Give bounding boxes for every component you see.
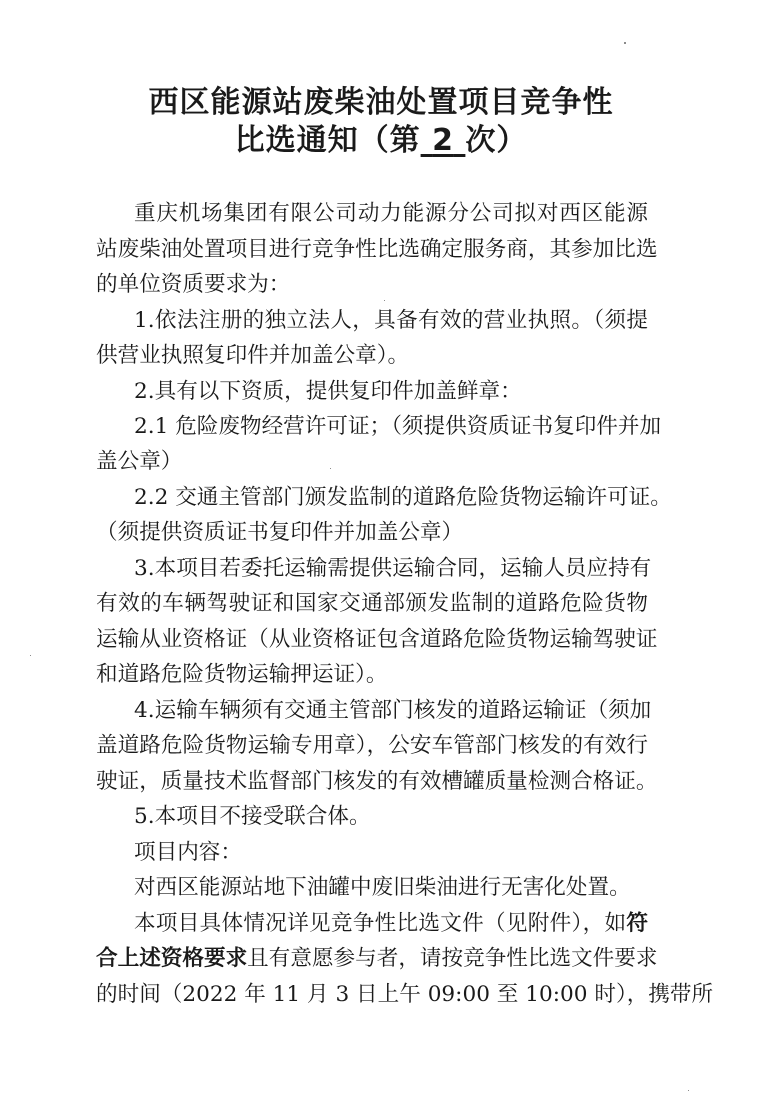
- title-prefix: 比选通知（第: [234, 123, 421, 158]
- body-line: 的单位资质要求为：: [96, 272, 291, 297]
- body-line: 运输从业资格证（从业资格证包含道路危险货物运输驾驶证: [96, 627, 658, 652]
- body-line: 站废柴油处置项目进行竞争性比选确定服务商，其参加比选: [96, 237, 658, 262]
- body-line: 2.具有以下资质，提供复印件加盖鲜章：: [134, 379, 522, 404]
- body-line: 4.运输车辆须有交通主管部门核发的道路运输证（须加: [134, 698, 652, 723]
- body-line: （须提供资质证书复印件并加盖公章）: [96, 520, 464, 545]
- body-line: 重庆机场集团有限公司动力能源分公司拟对西区能源: [134, 201, 648, 226]
- body-line: 项目内容：: [134, 840, 242, 865]
- document-title-line1: 西区能源站废柴油处置项目竞争性: [148, 85, 614, 120]
- body-line: 2.1 危险废物经营许可证；（须提供资质证书复印件并加: [134, 414, 662, 439]
- scan-speck: [330, 468, 331, 469]
- notice-round-number: 2: [432, 123, 454, 158]
- body-line: 3.本项目若委托运输需提供运输合同，运输人员应持有: [134, 556, 652, 581]
- scan-speck: [30, 655, 31, 656]
- title-suffix: 次）: [465, 123, 528, 158]
- body-line: 的时间（2022 年 11 月 3 日上午 09:00 至 10:00 时），携带所: [96, 982, 714, 1007]
- body-line: 和道路危险货物运输押运证）。: [96, 662, 388, 687]
- body-line: 盖公章）: [96, 449, 183, 474]
- body-line: 2.2 交通主管部门颁发监制的道路危险货物运输许可证。: [134, 485, 672, 510]
- scan-speck: [688, 1090, 689, 1091]
- body-line: 驶证，质量技术监督部门核发的有效槽罐质量检测合格证。: [96, 769, 658, 794]
- body-line: 5.本项目不接受联合体。: [134, 804, 371, 829]
- body-line: 合上述资格要求且有意愿参与者，请按竞争性比选文件要求: [96, 946, 658, 971]
- body-line: 供营业执照复印件并加盖公章）。: [96, 343, 410, 368]
- body-line: 1.依法注册的独立法人，具备有效的营业执照。（须提: [134, 308, 648, 333]
- body-line: 本项目具体情况详见竞争性比选文件（见附件），如符: [134, 911, 648, 936]
- document-title-line2: [0, 124, 762, 158]
- body-line: 对西区能源站地下油罐中废旧柴油进行无害化处置。: [134, 875, 631, 900]
- scan-speck: [384, 300, 385, 301]
- scan-speck: [624, 42, 626, 44]
- body-line: 盖道路危险货物运输专用章），公安车管部门核发的有效行: [96, 733, 648, 758]
- body-line: 有效的车辆驾驶证和国家交通部颁发监制的道路危险货物: [96, 591, 648, 616]
